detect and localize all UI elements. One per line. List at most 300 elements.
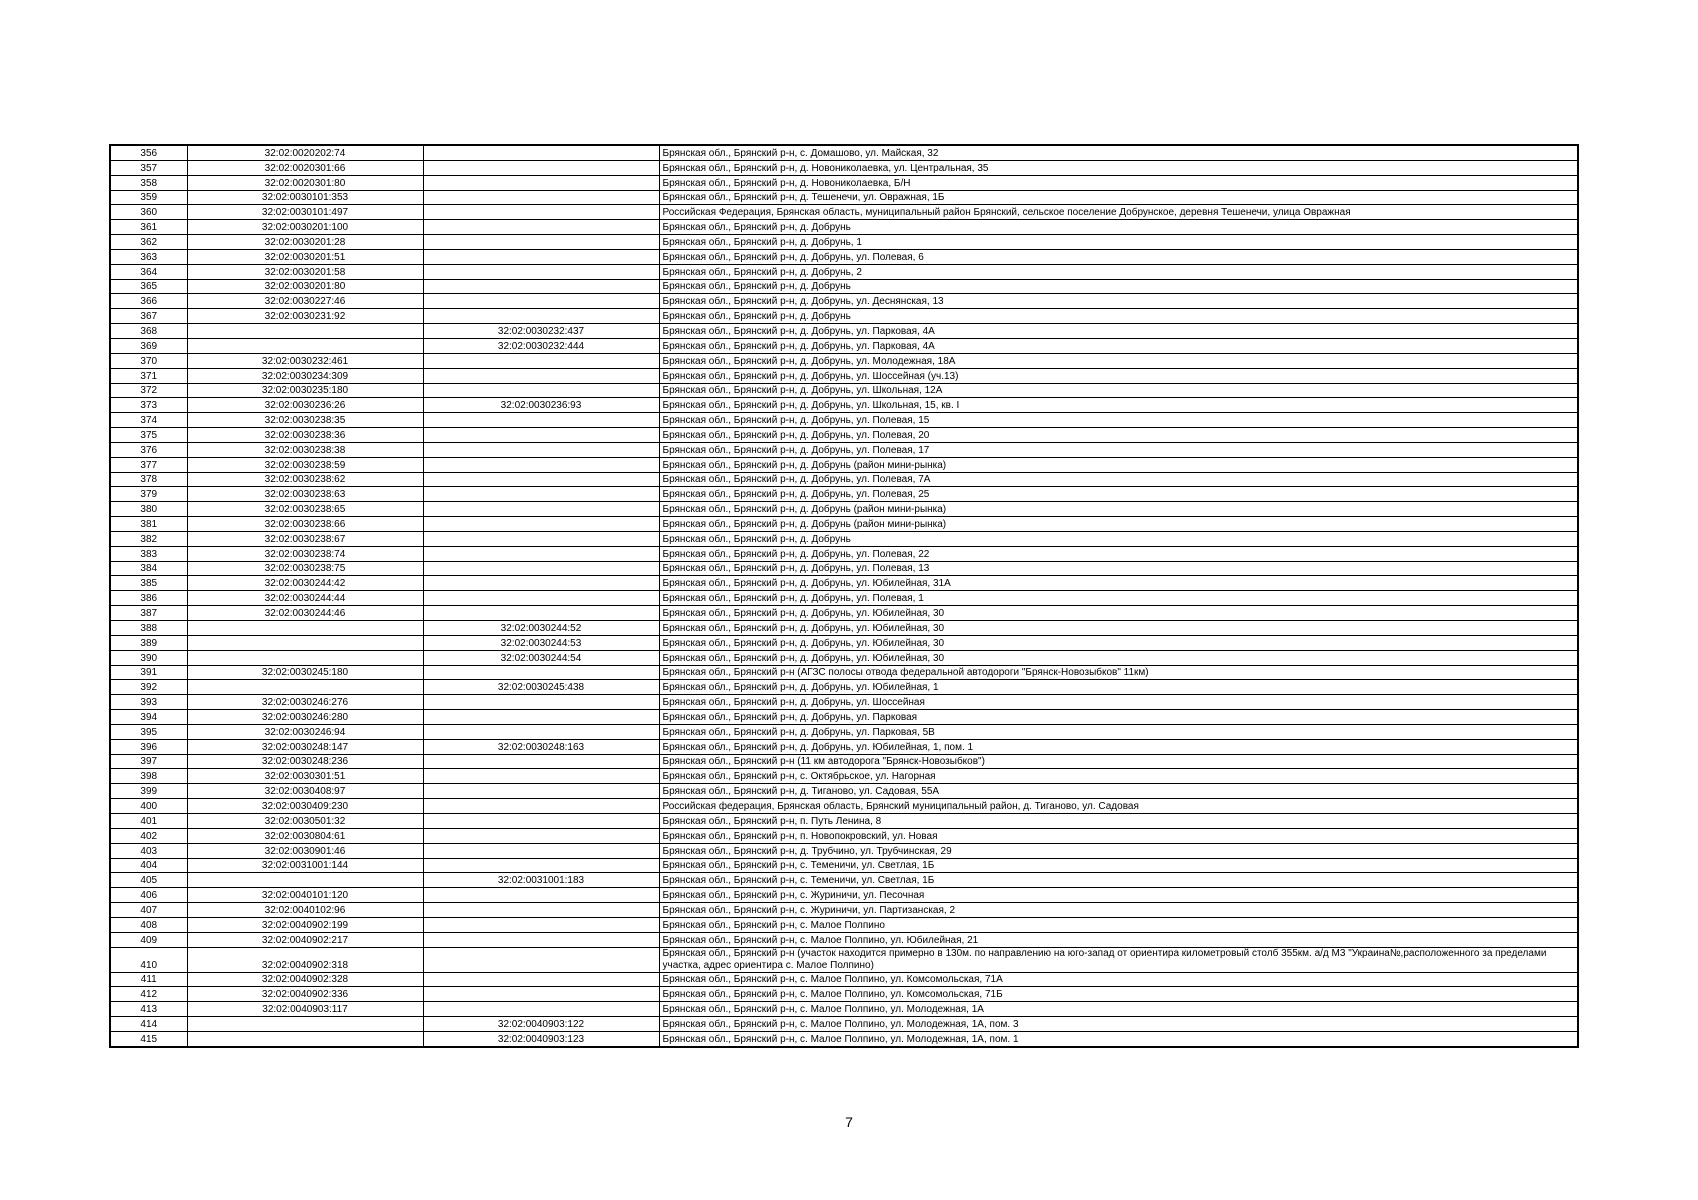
object-cadastral-number-cell [423, 888, 659, 903]
address-cell: Брянская обл., Брянский р-н, д. Добрунь, ул. Шоссейная [659, 695, 1578, 710]
cadastral-number-cell: 32:02:0030238:65 [187, 502, 423, 517]
object-cadastral-number-cell [423, 546, 659, 561]
row-number-cell: 404 [110, 858, 187, 873]
cadastral-number-cell: 32:02:0030201:58 [187, 264, 423, 279]
row-number-cell: 391 [110, 665, 187, 680]
object-cadastral-number-cell [423, 502, 659, 517]
object-cadastral-number-cell: 32:02:0030236:93 [423, 398, 659, 413]
row-number-cell: 372 [110, 383, 187, 398]
cadastral-number-cell [187, 650, 423, 665]
row-number-cell: 395 [110, 724, 187, 739]
row-number-cell: 393 [110, 695, 187, 710]
cadastral-number-cell: 32:02:0030901:46 [187, 843, 423, 858]
table-row [110, 472, 1578, 487]
object-cadastral-number-cell [423, 858, 659, 873]
table-row [110, 413, 1578, 428]
row-number-cell: 394 [110, 710, 187, 725]
row-number-cell: 412 [110, 987, 187, 1002]
object-cadastral-number-cell [423, 413, 659, 428]
table-row [110, 324, 1578, 339]
table-row [110, 145, 1578, 160]
table-row [110, 517, 1578, 532]
cadastral-number-cell [187, 635, 423, 650]
table-row [110, 190, 1578, 205]
row-number-cell: 409 [110, 932, 187, 947]
table-row [110, 665, 1578, 680]
row-number-cell: 383 [110, 546, 187, 561]
address-cell: Брянская обл., Брянский р-н, с. Журиничи, ул. Песочная [659, 888, 1578, 903]
cadastral-number-cell: 32:02:0030238:75 [187, 561, 423, 576]
table-row [110, 279, 1578, 294]
address-cell: Брянская обл., Брянский р-н, д. Добрунь, ул. Школьная, 12А [659, 383, 1578, 398]
address-cell: Брянская обл., Брянский р-н, д. Добрунь, ул. Парковая, 5В [659, 724, 1578, 739]
object-cadastral-number-cell [423, 754, 659, 769]
address-cell: Брянская обл., Брянский р-н (11 км автодорога "Брянск-Новозыбков") [659, 754, 1578, 769]
object-cadastral-number-cell [423, 710, 659, 725]
table-row [110, 309, 1578, 324]
row-number-cell: 365 [110, 279, 187, 294]
table-row [110, 972, 1578, 987]
table-row [110, 264, 1578, 279]
table-row [110, 754, 1578, 769]
object-cadastral-number-cell [423, 932, 659, 947]
cadastral-number-cell [187, 324, 423, 339]
row-number-cell: 363 [110, 249, 187, 264]
table-row [110, 531, 1578, 546]
address-cell: Брянская обл., Брянский р-н, с. Домашово, ул. Майская, 32 [659, 145, 1578, 160]
row-number-cell: 359 [110, 190, 187, 205]
table-row [110, 561, 1578, 576]
cadastral-number-cell: 32:02:0030238:36 [187, 428, 423, 443]
table-row [110, 621, 1578, 636]
cadastral-number-cell [187, 873, 423, 888]
address-cell: Брянская обл., Брянский р-н, д. Добрунь, ул. Полевая, 17 [659, 442, 1578, 457]
object-cadastral-number-cell [423, 695, 659, 710]
object-cadastral-number-cell [423, 383, 659, 398]
cadastral-number-cell: 32:02:0030244:42 [187, 576, 423, 591]
address-cell: Брянская обл., Брянский р-н, д. Добрунь, ул. Юбилейная, 30 [659, 635, 1578, 650]
table-row [110, 235, 1578, 250]
object-cadastral-number-cell: 32:02:0030244:54 [423, 650, 659, 665]
cadastral-number-cell: 32:02:0030238:38 [187, 442, 423, 457]
object-cadastral-number-cell [423, 987, 659, 1002]
object-cadastral-number-cell [423, 591, 659, 606]
cadastral-number-cell: 32:02:0030238:67 [187, 531, 423, 546]
row-number-cell: 373 [110, 398, 187, 413]
table-row [110, 442, 1578, 457]
object-cadastral-number-cell [423, 175, 659, 190]
cadastral-number-cell: 32:02:0030234:309 [187, 368, 423, 383]
page-number: 7 [845, 1114, 853, 1130]
address-cell: Брянская обл., Брянский р-н, д. Добрунь, ул. Полевая, 13 [659, 561, 1578, 576]
object-cadastral-number-cell [423, 442, 659, 457]
address-cell: Брянская обл., Брянский р-н, с. Малое Полпино, ул. Молодежная, 1А [659, 1002, 1578, 1017]
row-number-cell: 407 [110, 903, 187, 918]
address-cell: Брянская обл., Брянский р-н, с. Журиничи, ул. Партизанская, 2 [659, 903, 1578, 918]
cadastral-number-cell: 32:02:0030246:280 [187, 710, 423, 725]
address-cell: Брянская обл., Брянский р-н, д. Добрунь, 2 [659, 264, 1578, 279]
row-number-cell: 413 [110, 1002, 187, 1017]
cadastral-number-cell [187, 1017, 423, 1032]
object-cadastral-number-cell [423, 235, 659, 250]
cadastral-number-cell: 32:02:0030244:46 [187, 606, 423, 621]
row-number-cell: 389 [110, 635, 187, 650]
row-number-cell: 406 [110, 888, 187, 903]
cadastral-number-cell: 32:02:0030227:46 [187, 294, 423, 309]
cadastral-number-cell: 32:02:0030238:35 [187, 413, 423, 428]
address-cell: Брянская обл., Брянский р-н, д. Добрунь, ул. Полевая, 1 [659, 591, 1578, 606]
cadastral-number-cell [187, 621, 423, 636]
object-cadastral-number-cell: 32:02:0030232:444 [423, 338, 659, 353]
address-cell: Брянская обл., Брянский р-н, с. Малое Полпино, ул. Комсомольская, 71Б [659, 987, 1578, 1002]
address-cell: Брянская обл., Брянский р-н, д. Добрунь [659, 309, 1578, 324]
row-number-cell: 415 [110, 1031, 187, 1046]
row-number-cell: 361 [110, 220, 187, 235]
address-cell: Брянская обл., Брянский р-н, д. Добрунь, ул. Молодежная, 18А [659, 353, 1578, 368]
table-row [110, 695, 1578, 710]
cadastral-number-cell: 32:02:0030238:63 [187, 487, 423, 502]
address-cell: Брянская обл., Брянский р-н, с. Малое Полпино, ул. Комсомольская, 71А [659, 972, 1578, 987]
object-cadastral-number-cell [423, 1002, 659, 1017]
row-number-cell: 385 [110, 576, 187, 591]
address-cell: Брянская обл., Брянский р-н, д. Добрунь, ул. Полевая, 25 [659, 487, 1578, 502]
address-cell: Брянская обл., Брянский р-н, д. Новониколаевка, Б/Н [659, 175, 1578, 190]
cadastral-number-cell: 32:02:0030101:497 [187, 205, 423, 220]
address-cell: Брянская обл., Брянский р-н, д. Добрунь (район мини-рынка) [659, 457, 1578, 472]
object-cadastral-number-cell [423, 799, 659, 814]
row-number-cell: 362 [110, 235, 187, 250]
cadastral-number-cell: 32:02:0030804:61 [187, 828, 423, 843]
table-row [110, 338, 1578, 353]
address-cell: Брянская обл., Брянский р-н, с. Октябрьское, ул. Нагорная [659, 769, 1578, 784]
address-cell: Российская Федерация, Брянская область, муниципальный район Брянский, сельское поселение Добрунское, деревня Тешенечи, улица Овражная [659, 205, 1578, 220]
cadastral-number-cell: 32:02:0040101:120 [187, 888, 423, 903]
row-number-cell: 356 [110, 145, 187, 160]
table-row [110, 546, 1578, 561]
row-number-cell: 371 [110, 368, 187, 383]
table-row [110, 784, 1578, 799]
row-number-cell: 375 [110, 428, 187, 443]
row-number-cell: 408 [110, 917, 187, 932]
cadastral-number-cell: 32:02:0030409:230 [187, 799, 423, 814]
address-cell: Брянская обл., Брянский р-н, д. Добрунь (район мини-рынка) [659, 517, 1578, 532]
cadastral-table-body [110, 145, 1578, 1047]
row-number-cell: 377 [110, 457, 187, 472]
table-row [110, 160, 1578, 175]
cadastral-number-cell: 32:02:0030238:74 [187, 546, 423, 561]
object-cadastral-number-cell [423, 190, 659, 205]
row-number-cell: 369 [110, 338, 187, 353]
table-row [110, 888, 1578, 903]
object-cadastral-number-cell [423, 457, 659, 472]
row-number-cell: 366 [110, 294, 187, 309]
table-row [110, 175, 1578, 190]
cadastral-number-cell: 32:02:0040902:336 [187, 987, 423, 1002]
address-cell: Брянская обл., Брянский р-н, д. Трубчино, ул. Трубчинская, 29 [659, 843, 1578, 858]
object-cadastral-number-cell [423, 947, 659, 972]
object-cadastral-number-cell [423, 368, 659, 383]
object-cadastral-number-cell [423, 972, 659, 987]
address-cell: Брянская обл., Брянский р-н, д. Добрунь, ул. Парковая, 4А [659, 338, 1578, 353]
cadastral-table [109, 144, 1579, 1048]
table-row [110, 576, 1578, 591]
object-cadastral-number-cell [423, 472, 659, 487]
table-row [110, 383, 1578, 398]
table-row [110, 947, 1578, 972]
address-cell: Брянская обл., Брянский р-н, с. Теменичи, ул. Светлая, 1Б [659, 858, 1578, 873]
object-cadastral-number-cell: 32:02:0031001:183 [423, 873, 659, 888]
row-number-cell: 414 [110, 1017, 187, 1032]
table-row [110, 710, 1578, 725]
table-row [110, 828, 1578, 843]
row-number-cell: 380 [110, 502, 187, 517]
address-cell: Брянская обл., Брянский р-н (АГЗС полосы отвода федеральной автодороги "Брянск-Новозыбков" 11км) [659, 665, 1578, 680]
address-cell: Брянская обл., Брянский р-н, д. Тешенечи, ул. Овражная, 1Б [659, 190, 1578, 205]
table-row [110, 502, 1578, 517]
address-cell: Брянская обл., Брянский р-н, д. Добрунь, ул. Школьная, 15, кв. I [659, 398, 1578, 413]
address-cell: Брянская обл., Брянский р-н, д. Добрунь, ул. Парковая [659, 710, 1578, 725]
table-row [110, 1002, 1578, 1017]
address-cell: Брянская обл., Брянский р-н, с. Малое Полпино, ул. Юбилейная, 21 [659, 932, 1578, 947]
address-cell: Брянская обл., Брянский р-н, с. Теменичи, ул. Светлая, 1Б [659, 873, 1578, 888]
cadastral-number-cell: 32:02:0030236:26 [187, 398, 423, 413]
address-cell: Брянская обл., Брянский р-н, д. Добрунь, ул. Парковая, 4А [659, 324, 1578, 339]
cadastral-number-cell: 32:02:0040102:96 [187, 903, 423, 918]
cadastral-number-cell: 32:02:0020301:80 [187, 175, 423, 190]
object-cadastral-number-cell [423, 769, 659, 784]
table-row [110, 680, 1578, 695]
table-row [110, 799, 1578, 814]
object-cadastral-number-cell [423, 160, 659, 175]
object-cadastral-number-cell [423, 724, 659, 739]
cadastral-number-cell: 32:02:0030238:59 [187, 457, 423, 472]
cadastral-number-cell: 32:02:0020202:74 [187, 145, 423, 160]
table-row [110, 487, 1578, 502]
cadastral-number-cell: 32:02:0030246:276 [187, 695, 423, 710]
object-cadastral-number-cell [423, 309, 659, 324]
table-row [110, 843, 1578, 858]
object-cadastral-number-cell: 32:02:0030245:438 [423, 680, 659, 695]
object-cadastral-number-cell [423, 249, 659, 264]
address-cell: Брянская обл., Брянский р-н, д. Новониколаевка, ул. Центральная, 35 [659, 160, 1578, 175]
cadastral-number-cell [187, 680, 423, 695]
row-number-cell: 379 [110, 487, 187, 502]
cadastral-number-cell: 32:02:0030201:28 [187, 235, 423, 250]
address-cell: Брянская обл., Брянский р-н, д. Добрунь, ул. Юбилейная, 30 [659, 606, 1578, 621]
table-row [110, 917, 1578, 932]
object-cadastral-number-cell [423, 843, 659, 858]
object-cadastral-number-cell: 32:02:0030232:437 [423, 324, 659, 339]
address-cell: Брянская обл., Брянский р-н, д. Добрунь, ул. Полевая, 15 [659, 413, 1578, 428]
cadastral-number-cell [187, 1031, 423, 1046]
object-cadastral-number-cell [423, 813, 659, 828]
address-cell: Брянская обл., Брянский р-н, д. Добрунь, ул. Юбилейная, 1, пом. 1 [659, 739, 1578, 754]
object-cadastral-number-cell [423, 517, 659, 532]
table-row [110, 635, 1578, 650]
row-number-cell: 374 [110, 413, 187, 428]
cadastral-number-cell: 32:02:0030201:80 [187, 279, 423, 294]
address-cell: Брянская обл., Брянский р-н, д. Тиганово, ул. Садовая, 55А [659, 784, 1578, 799]
cadastral-number-cell: 32:02:0030201:100 [187, 220, 423, 235]
table-row [110, 220, 1578, 235]
table-row [110, 858, 1578, 873]
address-cell: Брянская обл., Брянский р-н, д. Добрунь, ул. Юбилейная, 30 [659, 621, 1578, 636]
cadastral-number-cell: 32:02:0030238:62 [187, 472, 423, 487]
cadastral-number-cell: 32:02:0030245:180 [187, 665, 423, 680]
address-cell: Брянская обл., Брянский р-н, д. Добрунь [659, 531, 1578, 546]
row-number-cell: 399 [110, 784, 187, 799]
object-cadastral-number-cell [423, 531, 659, 546]
object-cadastral-number-cell [423, 784, 659, 799]
cadastral-number-cell: 32:02:0040902:328 [187, 972, 423, 987]
cadastral-number-cell: 32:02:0030235:180 [187, 383, 423, 398]
row-number-cell: 357 [110, 160, 187, 175]
table-row [110, 249, 1578, 264]
cadastral-number-cell: 32:02:0030246:94 [187, 724, 423, 739]
table-row [110, 650, 1578, 665]
cadastral-number-cell: 32:02:0030248:236 [187, 754, 423, 769]
table-row [110, 398, 1578, 413]
cadastral-number-cell: 32:02:0030232:461 [187, 353, 423, 368]
address-cell: Брянская обл., Брянский р-н, д. Добрунь (район мини-рынка) [659, 502, 1578, 517]
row-number-cell: 370 [110, 353, 187, 368]
row-number-cell: 400 [110, 799, 187, 814]
object-cadastral-number-cell [423, 205, 659, 220]
row-number-cell: 367 [110, 309, 187, 324]
object-cadastral-number-cell [423, 264, 659, 279]
object-cadastral-number-cell: 32:02:0030244:52 [423, 621, 659, 636]
row-number-cell: 358 [110, 175, 187, 190]
cadastral-number-cell: 32:02:0030231:92 [187, 309, 423, 324]
cadastral-number-cell: 32:02:0030501:32 [187, 813, 423, 828]
row-number-cell: 382 [110, 531, 187, 546]
object-cadastral-number-cell: 32:02:0040903:123 [423, 1031, 659, 1046]
row-number-cell: 384 [110, 561, 187, 576]
object-cadastral-number-cell [423, 294, 659, 309]
address-cell: Брянская обл., Брянский р-н, д. Добрунь, ул. Полевая, 22 [659, 546, 1578, 561]
object-cadastral-number-cell [423, 487, 659, 502]
cadastral-number-cell: 32:02:0030101:353 [187, 190, 423, 205]
row-number-cell: 401 [110, 813, 187, 828]
row-number-cell: 388 [110, 621, 187, 636]
table-row [110, 428, 1578, 443]
table-row [110, 903, 1578, 918]
table-row [110, 873, 1578, 888]
cadastral-number-cell: 32:02:0040902:318 [187, 947, 423, 972]
object-cadastral-number-cell [423, 576, 659, 591]
object-cadastral-number-cell [423, 279, 659, 294]
row-number-cell: 403 [110, 843, 187, 858]
row-number-cell: 398 [110, 769, 187, 784]
address-cell: Брянская обл., Брянский р-н, п. Новопокровский, ул. Новая [659, 828, 1578, 843]
table-row [110, 457, 1578, 472]
table-row [110, 205, 1578, 220]
cadastral-number-cell: 32:02:0031001:144 [187, 858, 423, 873]
cadastral-number-cell: 32:02:0040902:199 [187, 917, 423, 932]
cadastral-number-cell: 32:02:0030201:51 [187, 249, 423, 264]
object-cadastral-number-cell [423, 561, 659, 576]
row-number-cell: 405 [110, 873, 187, 888]
object-cadastral-number-cell [423, 353, 659, 368]
row-number-cell: 396 [110, 739, 187, 754]
table-row [110, 1031, 1578, 1046]
address-cell: Брянская обл., Брянский р-н, д. Добрунь [659, 220, 1578, 235]
cadastral-number-cell: 32:02:0030244:44 [187, 591, 423, 606]
table-row [110, 769, 1578, 784]
cadastral-number-cell: 32:02:0030408:97 [187, 784, 423, 799]
object-cadastral-number-cell: 32:02:0040903:122 [423, 1017, 659, 1032]
address-cell: Брянская обл., Брянский р-н, д. Добрунь, ул. Полевая, 7А [659, 472, 1578, 487]
row-number-cell: 368 [110, 324, 187, 339]
cadastral-number-cell: 32:02:0030301:51 [187, 769, 423, 784]
table-row [110, 1017, 1578, 1032]
cadastral-number-cell: 32:02:0040903:117 [187, 1002, 423, 1017]
address-cell: Брянская обл., Брянский р-н (участок находится примерно в 130м. по направлению на юго-запад от ориентира километровый столб 355км. а/д М3 "Украина№,расположенного за пределами участка, адрес ориентира с. Малое Полпино) [659, 947, 1578, 972]
cadastral-number-cell: 32:02:0030248:147 [187, 739, 423, 754]
table-row [110, 294, 1578, 309]
table-row [110, 813, 1578, 828]
address-cell: Брянская обл., Брянский р-н, д. Добрунь [659, 279, 1578, 294]
address-cell: Брянская обл., Брянский р-н, д. Добрунь, ул. Полевая, 20 [659, 428, 1578, 443]
table-row [110, 368, 1578, 383]
row-number-cell: 364 [110, 264, 187, 279]
row-number-cell: 378 [110, 472, 187, 487]
object-cadastral-number-cell [423, 428, 659, 443]
address-cell: Брянская обл., Брянский р-н, с. Малое Полпино, ул. Молодежная, 1А, пом. 3 [659, 1017, 1578, 1032]
address-cell: Брянская обл., Брянский р-н, д. Добрунь, 1 [659, 235, 1578, 250]
address-cell: Брянская обл., Брянский р-н, д. Добрунь, ул. Юбилейная, 1 [659, 680, 1578, 695]
row-number-cell: 386 [110, 591, 187, 606]
row-number-cell: 411 [110, 972, 187, 987]
row-number-cell: 360 [110, 205, 187, 220]
table-row [110, 591, 1578, 606]
row-number-cell: 376 [110, 442, 187, 457]
row-number-cell: 397 [110, 754, 187, 769]
row-number-cell: 392 [110, 680, 187, 695]
object-cadastral-number-cell [423, 665, 659, 680]
row-number-cell: 410 [110, 947, 187, 972]
row-number-cell: 381 [110, 517, 187, 532]
object-cadastral-number-cell: 32:02:0030244:53 [423, 635, 659, 650]
table-row [110, 932, 1578, 947]
cadastral-number-cell: 32:02:0040902:217 [187, 932, 423, 947]
row-number-cell: 402 [110, 828, 187, 843]
object-cadastral-number-cell [423, 828, 659, 843]
object-cadastral-number-cell [423, 606, 659, 621]
row-number-cell: 387 [110, 606, 187, 621]
object-cadastral-number-cell: 32:02:0030248:163 [423, 739, 659, 754]
address-cell: Брянская обл., Брянский р-н, д. Добрунь, ул. Полевая, 6 [659, 249, 1578, 264]
table-row [110, 724, 1578, 739]
address-cell: Брянская обл., Брянский р-н, д. Добрунь, ул. Шоссейная (уч.13) [659, 368, 1578, 383]
table-row [110, 987, 1578, 1002]
object-cadastral-number-cell [423, 917, 659, 932]
address-cell: Брянская обл., Брянский р-н, д. Добрунь, ул. Юбилейная, 30 [659, 650, 1578, 665]
table-row [110, 606, 1578, 621]
table-row [110, 739, 1578, 754]
cadastral-number-cell [187, 338, 423, 353]
address-cell: Брянская обл., Брянский р-н, д. Добрунь, ул. Деснянская, 13 [659, 294, 1578, 309]
cadastral-number-cell: 32:02:0030238:66 [187, 517, 423, 532]
address-cell: Российская федерация, Брянская область, Брянский муниципальный район, д. Тиганово, ул. Садовая [659, 799, 1578, 814]
address-cell: Брянская обл., Брянский р-н, п. Путь Ленина, 8 [659, 813, 1578, 828]
object-cadastral-number-cell [423, 220, 659, 235]
table-row [110, 353, 1578, 368]
address-cell: Брянская обл., Брянский р-н, с. Малое Полпино [659, 917, 1578, 932]
address-cell: Брянская обл., Брянский р-н, с. Малое Полпино, ул. Молодежная, 1А, пом. 1 [659, 1031, 1578, 1046]
cadastral-number-cell: 32:02:0020301:66 [187, 160, 423, 175]
address-cell: Брянская обл., Брянский р-н, д. Добрунь, ул. Юбилейная, 31А [659, 576, 1578, 591]
